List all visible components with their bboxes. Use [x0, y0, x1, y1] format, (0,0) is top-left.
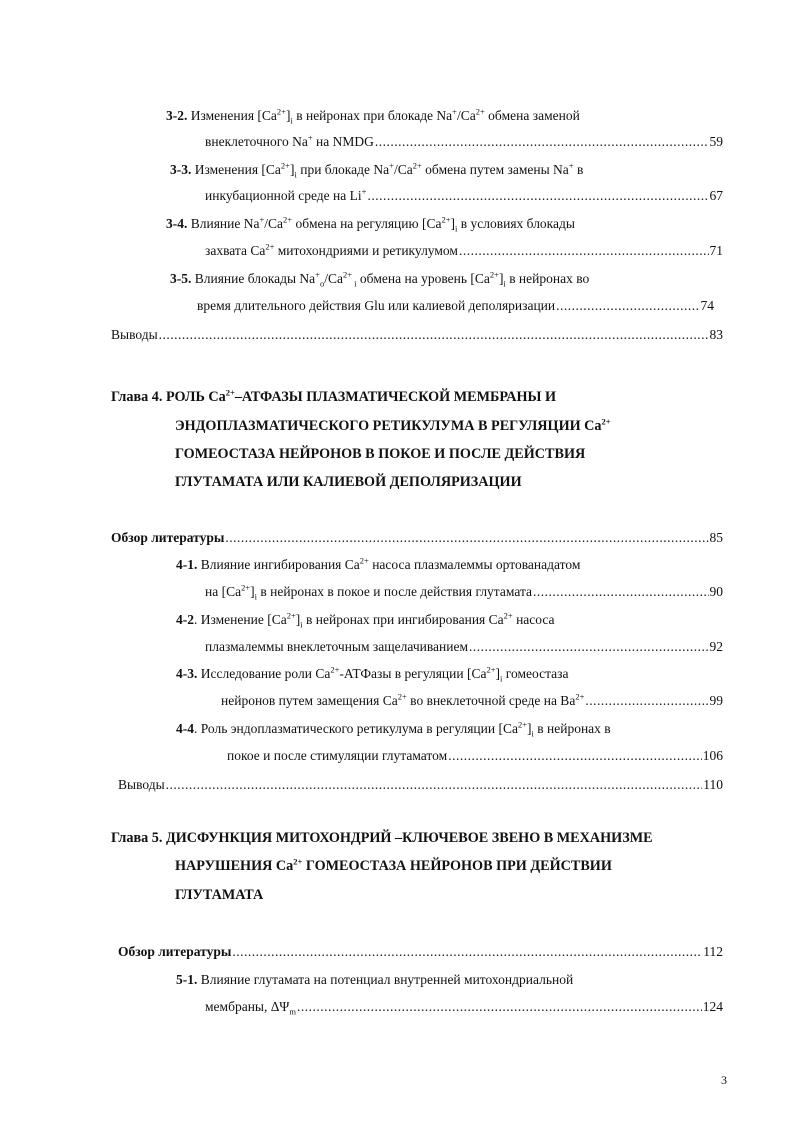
leader-dots: [556, 298, 699, 314]
leader-dots: [533, 584, 708, 600]
page-ref: 83: [709, 327, 723, 342]
toc-entry-4-1-line1: 4-1. Влияние ингибирования $Ca^{2+}$ насоса плазмалеммы ортованадатом: [176, 555, 581, 572]
toc-entry-3-4-line2: захвата $Ca^{2+}$ митохондриями и ретикулумом ..... 71: [205, 243, 723, 259]
page-ref: 71: [709, 243, 723, 258]
leader-dots: [585, 693, 708, 709]
page-ref: 124: [702, 999, 723, 1014]
entry-number: 4-4: [176, 721, 194, 736]
leader-dots: [459, 243, 709, 259]
toc-entry-3-2-line1: 3-2. Изменения $[Ca^{2+}]_i$ в нейронах при блокаде $Na^+/Ca^{2+}$ обмена заменой: [166, 106, 580, 126]
toc-conclusions-ch3: Выводы ..... 83: [111, 327, 723, 343]
page-ref: 74: [700, 298, 714, 313]
entry-number: 3-5.: [170, 271, 192, 286]
page-ref: 106: [702, 748, 723, 763]
chapter-5-heading-line2: НАРУШЕНИЯ $Ca^{2+}$ ГОМЕОСТАЗА НЕЙРОНОВ ПРИ ДЕЙСТВИИ: [175, 856, 612, 874]
toc-entry-4-4-line2: покое и после стимуляции глутаматом ..... 106: [227, 748, 723, 764]
entry-number: 4-3.: [176, 666, 198, 681]
leader-dots: [469, 639, 708, 655]
toc-entry-5-1-line2: мембраны, $\Delta\Psi_m$ ..... 124: [205, 999, 723, 1015]
page-ref: 59: [709, 134, 723, 149]
leader-dots: [159, 327, 709, 343]
leader-dots: [166, 777, 703, 793]
toc-entry-3-2-line2: внеклеточного Na+ на NMDG ..... 59: [205, 134, 723, 150]
leader-dots: [225, 530, 708, 546]
toc-entry-3-3-line1: 3-3. Изменения $[Ca^{2+}]_i$ при блокаде $Na^+/Ca^{2+}$ обмена путем замены Na+ в: [170, 160, 584, 180]
toc-entry-4-3-line1: 4-3. Исследование роли $Ca^{2+}$-АТФазы в регуляции $[Ca^{2+}]_i$ гомеостаза: [176, 664, 569, 684]
chapter-4-heading-line4: ГЛУТАМАТА ИЛИ КАЛИЕВОЙ ДЕПОЛЯРИЗАЦИИ: [175, 474, 522, 490]
toc-entry-3-3-line2: инкубационной среде на Li+ ..... 67: [205, 188, 723, 204]
page-ref: 112: [703, 944, 723, 959]
chapter-4-heading-line3: ГОМЕОСТАЗА НЕЙРОНОВ В ПОКОЕ И ПОСЛЕ ДЕЙСТВИЯ: [175, 446, 586, 462]
page-ref: 85: [709, 530, 723, 545]
entry-number: 4-1.: [176, 557, 198, 572]
leader-dots: [375, 134, 709, 150]
toc-entry-5-1-line1: 5-1. Влияние глутамата на потенциал внутренней митохондриальной: [176, 972, 574, 987]
leader-dots: [367, 188, 708, 204]
toc-review-ch5: Обзор литературы ..... 112: [118, 944, 723, 960]
toc-review-ch4: Обзор литературы ..... 85: [111, 530, 723, 546]
page-ref: 92: [709, 639, 723, 654]
chapter-4-heading-line1: Глава 4. РОЛЬ $Ca^{2+}$–АТФАЗЫ ПЛАЗМАТИЧЕСКОЙ МЕМБРАНЫ И: [111, 387, 557, 405]
toc-entry-4-1-line2: на $[Ca^{2+}]_i$ в нейронах в покое и после действия глутамата ..... 90: [205, 584, 723, 600]
page-ref: 99: [709, 693, 723, 708]
toc-conclusions-ch4: Выводы ..... 110: [118, 777, 723, 793]
toc-entry-3-4-line1: 3-4. Влияние $Na^+/Ca^{2+}$ обмена на регуляцию $[Ca^{2+}]_i$ в условиях блокады: [166, 214, 575, 234]
toc-entry-4-2-line1: 4-2. Изменение $[Ca^{2+}]_i$ в нейронах при ингибирования $Ca^{2+}$ насоса: [176, 610, 555, 630]
entry-number: 3-2.: [166, 108, 188, 123]
toc-entry-3-5-line1: 3-5. Влияние блокады $Na^+_o/Ca^{2+}$ $_i$ обмена на уровень $[Ca^{2+}]_i$ в нейронах во: [170, 269, 590, 289]
leader-dots: [297, 999, 702, 1015]
entry-number: 3-4.: [166, 216, 188, 231]
entry-number: 4-2: [176, 612, 194, 627]
leader-dots: [232, 944, 702, 960]
entry-number: 3-3.: [170, 162, 192, 177]
page-ref: 90: [709, 584, 723, 599]
entry-number: 5-1.: [176, 972, 198, 987]
leader-dots: [448, 748, 702, 764]
chapter-5-heading-line1: Глава 5. ДИСФУНКЦИЯ МИТОХОНДРИЙ –КЛЮЧЕВОЕ ЗВЕНО В МЕХАНИЗМЕ: [111, 830, 653, 846]
chapter-4-heading-line2: ЭНДОПЛАЗМАТИЧЕСКОГО РЕТИКУЛУМА В РЕГУЛЯЦИИ $Ca^{2+}$: [175, 416, 611, 434]
page-number: 3: [721, 1073, 727, 1087]
chapter-5-heading-line3: ГЛУТАМАТА: [175, 887, 264, 903]
toc-entry-4-2-line2: плазмалеммы внеклеточным защелачиванием ..... 92: [205, 639, 723, 655]
page-ref: 110: [703, 777, 723, 792]
page-ref: 67: [709, 188, 723, 203]
toc-entry-3-5-line2: время длительного действия Glu или калиевой деполяризации ..... 74: [197, 298, 714, 314]
toc-entry-4-3-line2: нейронов путем замещения $Ca^{2+}$ во внеклеточной среде на $Ba^{2+}$ ..... 99: [221, 693, 723, 709]
toc-entry-4-4-line1: 4-4. Роль эндоплазматического ретикулума в регуляции $[Ca^{2+}]_i$ в нейронах в: [176, 719, 611, 739]
